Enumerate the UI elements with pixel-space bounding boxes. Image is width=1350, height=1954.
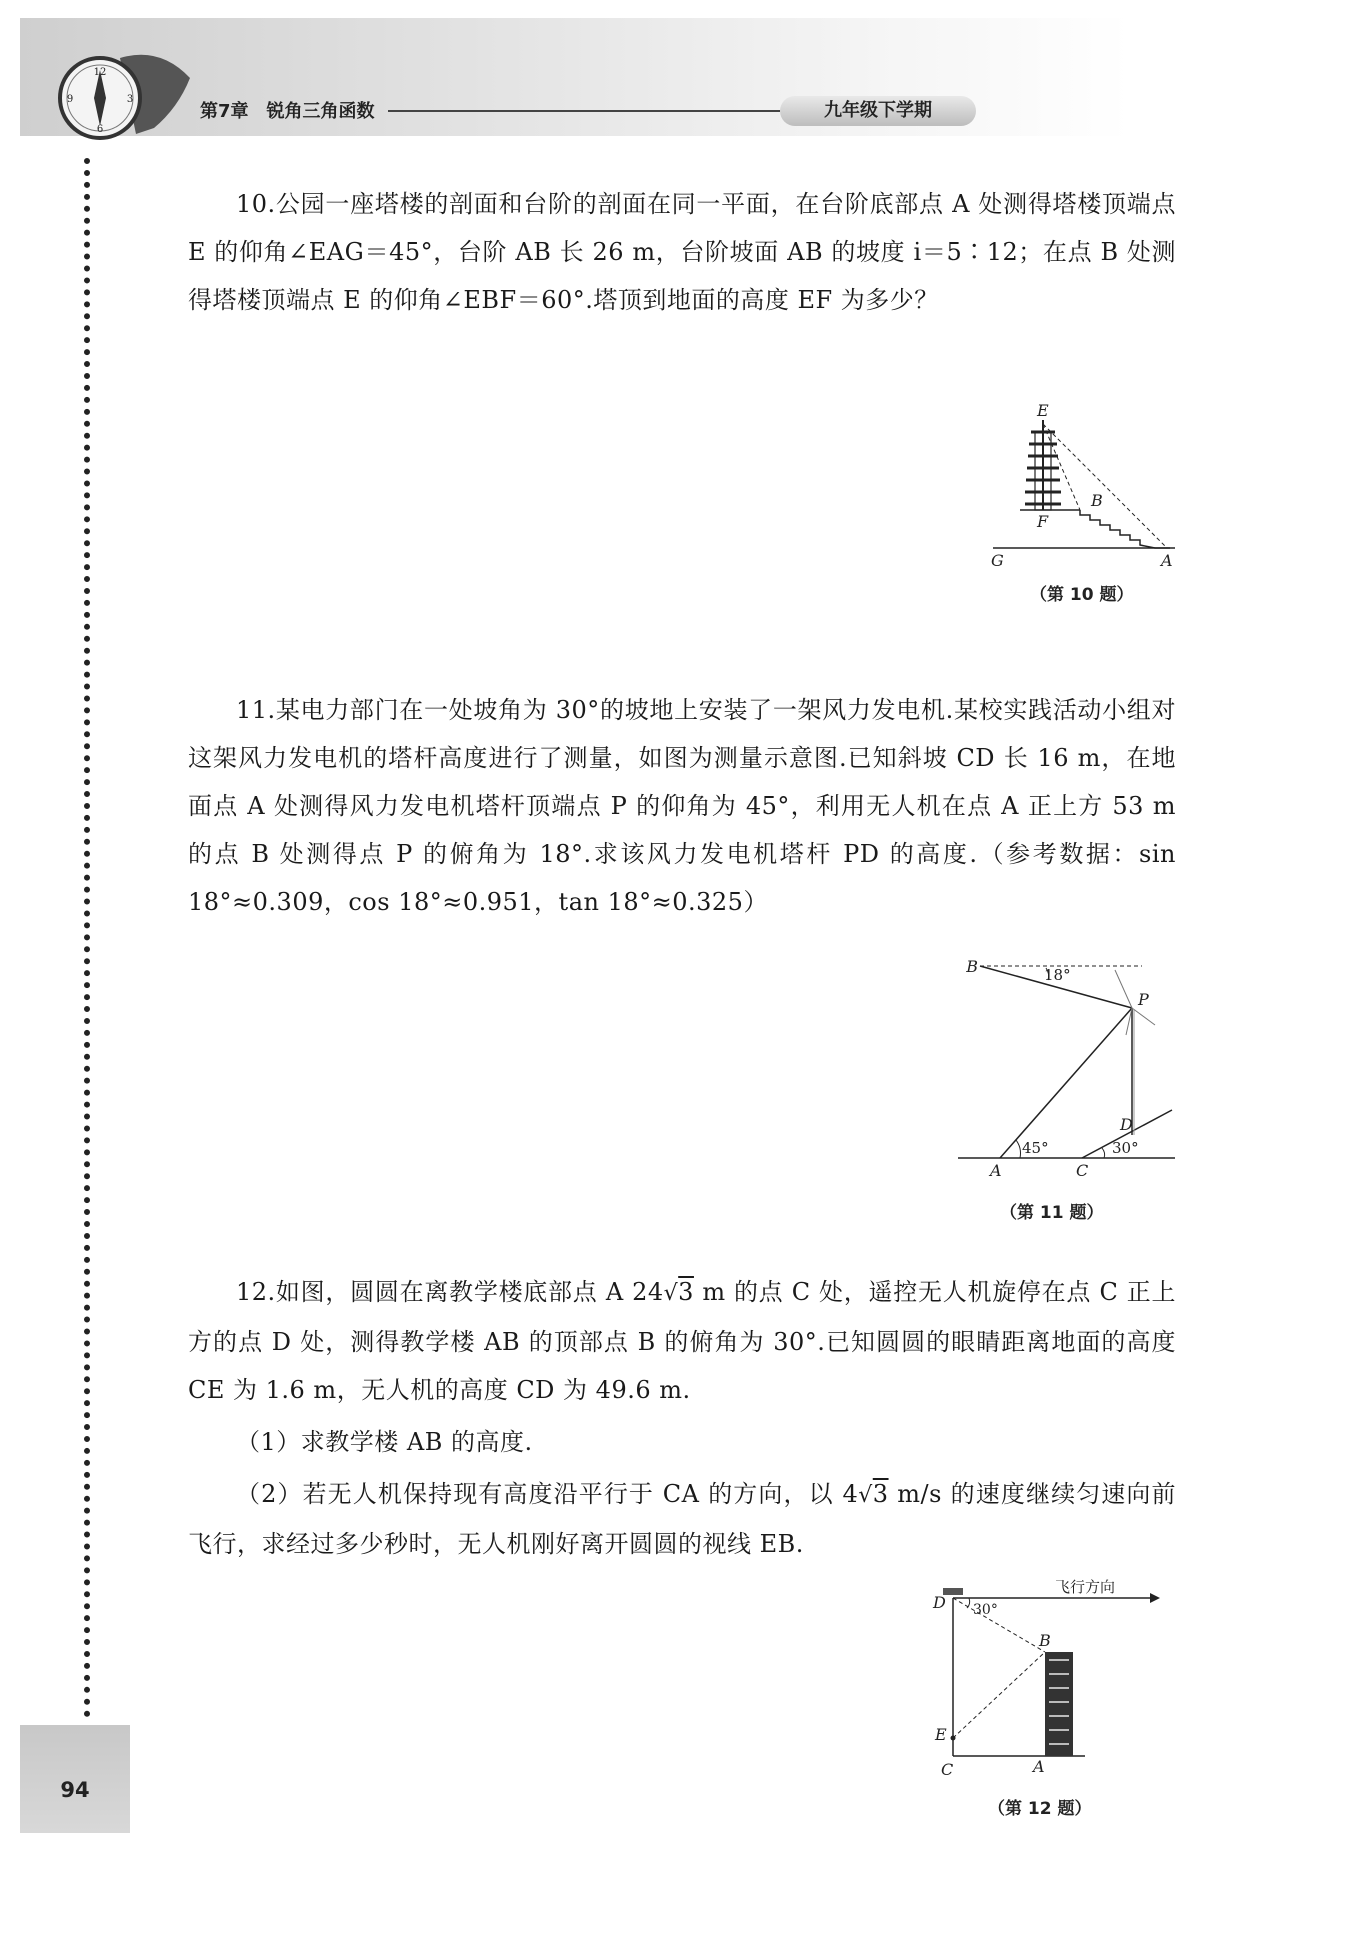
angle-30-label: 30° (1112, 1139, 1139, 1157)
problem-12-part-2-b: m/s 的速度继续匀速向前飞行，求经过多少秒时，无人机刚好离开圆圆的视线 EB. (188, 1480, 1177, 1558)
problem-12-text-a: 如图，圆圆在离教学楼底部点 A 24 (275, 1278, 664, 1306)
problem-12-number: 12. (236, 1278, 276, 1306)
clock-number-3: 3 (126, 94, 134, 105)
sqrt-radicand: 3 (872, 1480, 889, 1508)
figure-10 (985, 400, 1185, 570)
wind-turbine-blades (1115, 970, 1155, 1035)
figure-11 (950, 950, 1180, 1180)
problem-10 (188, 180, 1176, 324)
problem-12-part-1: （1）求教学楼 AB 的高度. (236, 1428, 533, 1456)
label-a: A (1161, 551, 1173, 570)
label-e: E (1037, 401, 1049, 420)
drone-icon (943, 1588, 963, 1595)
label-b: B (1039, 1631, 1051, 1650)
problem-12-part-2-a: （2）若无人机保持现有高度沿平行于 CA 的方向，以 4 (236, 1480, 859, 1508)
figure-12 (925, 1570, 1165, 1780)
sqrt-radicand: 3 (678, 1278, 694, 1306)
figure-10-caption: （第 10 题） (1030, 585, 1134, 605)
label-a: A (990, 1161, 1002, 1180)
chapter-number: 第7章 (200, 101, 249, 122)
label-b: B (966, 957, 978, 976)
chapter-title: 锐角三角函数 (266, 101, 375, 122)
chapter-heading (200, 97, 393, 123)
figure-12-caption: （第 12 题） (988, 1799, 1092, 1819)
figure-11-caption: （第 11 题） (1000, 1203, 1104, 1223)
sightline-ap (1000, 1008, 1132, 1158)
label-g: G (991, 551, 1004, 570)
problem-11-number: 11. (236, 696, 276, 724)
sqrt-symbol: √ (663, 1281, 679, 1306)
sightline-ea (1043, 424, 1167, 548)
label-c: C (1076, 1161, 1089, 1180)
problem-12 (188, 1268, 1176, 1568)
sqrt-symbol: √ (858, 1483, 873, 1508)
sightline-db (953, 1598, 1045, 1652)
compass-logo (50, 48, 200, 142)
problem-10-number: 10. (236, 190, 276, 218)
flight-direction-label: 飞行方向 (1055, 1578, 1116, 1596)
dotted-margin-line (84, 158, 90, 1718)
clock-number-9: 9 (66, 94, 74, 105)
label-p: P (1138, 990, 1149, 1009)
problem-12-text-b: m 的点 C 处，遥控无人机旋停在点 C 正上方的点 D 处，测得教学楼 AB 的顶部点 B 的俯角为 30°.已知圆圆的眼睛距离地面的高度 CE 为 1.6 m，无人机的高度 CD 为 49.6 m. (188, 1278, 1176, 1404)
page-number: 94 (60, 1778, 90, 1802)
label-f: F (1037, 512, 1049, 531)
point-e (951, 1736, 956, 1741)
angle-45-label: 45° (1022, 1139, 1049, 1157)
problem-11-text: 某电力部门在一处坡角为 30°的坡地上安装了一架风力发电机.某校实践活动小组对这架风力发电机的塔杆高度进行了测量，如图为测量示意图.已知斜坡 CD 长 16 m，在地面点 A 处测得风力发电机塔杆顶端点 P 的仰角为 45°，利用无人机在点 A 正上方 53 m 的点 B 处测得点 P 的俯角为 18°.求该风力发电机塔杆 PD 的高度.（参考数据：sin 18°≈0.309，cos 18°≈0.951，tan 18°≈0.325） (188, 696, 1176, 916)
label-e: E (935, 1725, 947, 1744)
angle-18-label: 18° (1044, 966, 1071, 984)
angle-30-label: 30° (973, 1602, 998, 1618)
sightline-eb (953, 1652, 1045, 1738)
problem-10-text: 公园一座塔楼的剖面和台阶的剖面在同一平面，在台阶底部点 A 处测得塔楼顶端点 E 的仰角∠EAG＝45°，台阶 AB 长 26 m，台阶坡面 AB 的坡度 i＝5∶12；在点 B 处测得塔楼顶端点 E 的仰角∠EBF＝60°.塔顶到地面的高度 EF 为多少？ (188, 190, 1176, 314)
label-c: C (941, 1760, 954, 1779)
flight-direction-arrow-icon (1150, 1593, 1160, 1603)
header-rule (388, 110, 780, 112)
label-a: A (1033, 1757, 1045, 1776)
label-d: D (933, 1593, 946, 1612)
clock-number-12: 12 (93, 67, 107, 78)
angle-arc-30 (1102, 1148, 1105, 1158)
angle-arc-45 (1016, 1140, 1021, 1158)
clock-number-6: 6 (96, 124, 104, 135)
grade-badge: 九年级下学期 (780, 96, 976, 126)
label-d: D (1120, 1115, 1133, 1134)
building-ab (1045, 1652, 1073, 1756)
problem-11 (188, 686, 1176, 926)
steps (1080, 510, 1170, 548)
label-b: B (1091, 491, 1103, 510)
pagoda (1025, 420, 1061, 510)
